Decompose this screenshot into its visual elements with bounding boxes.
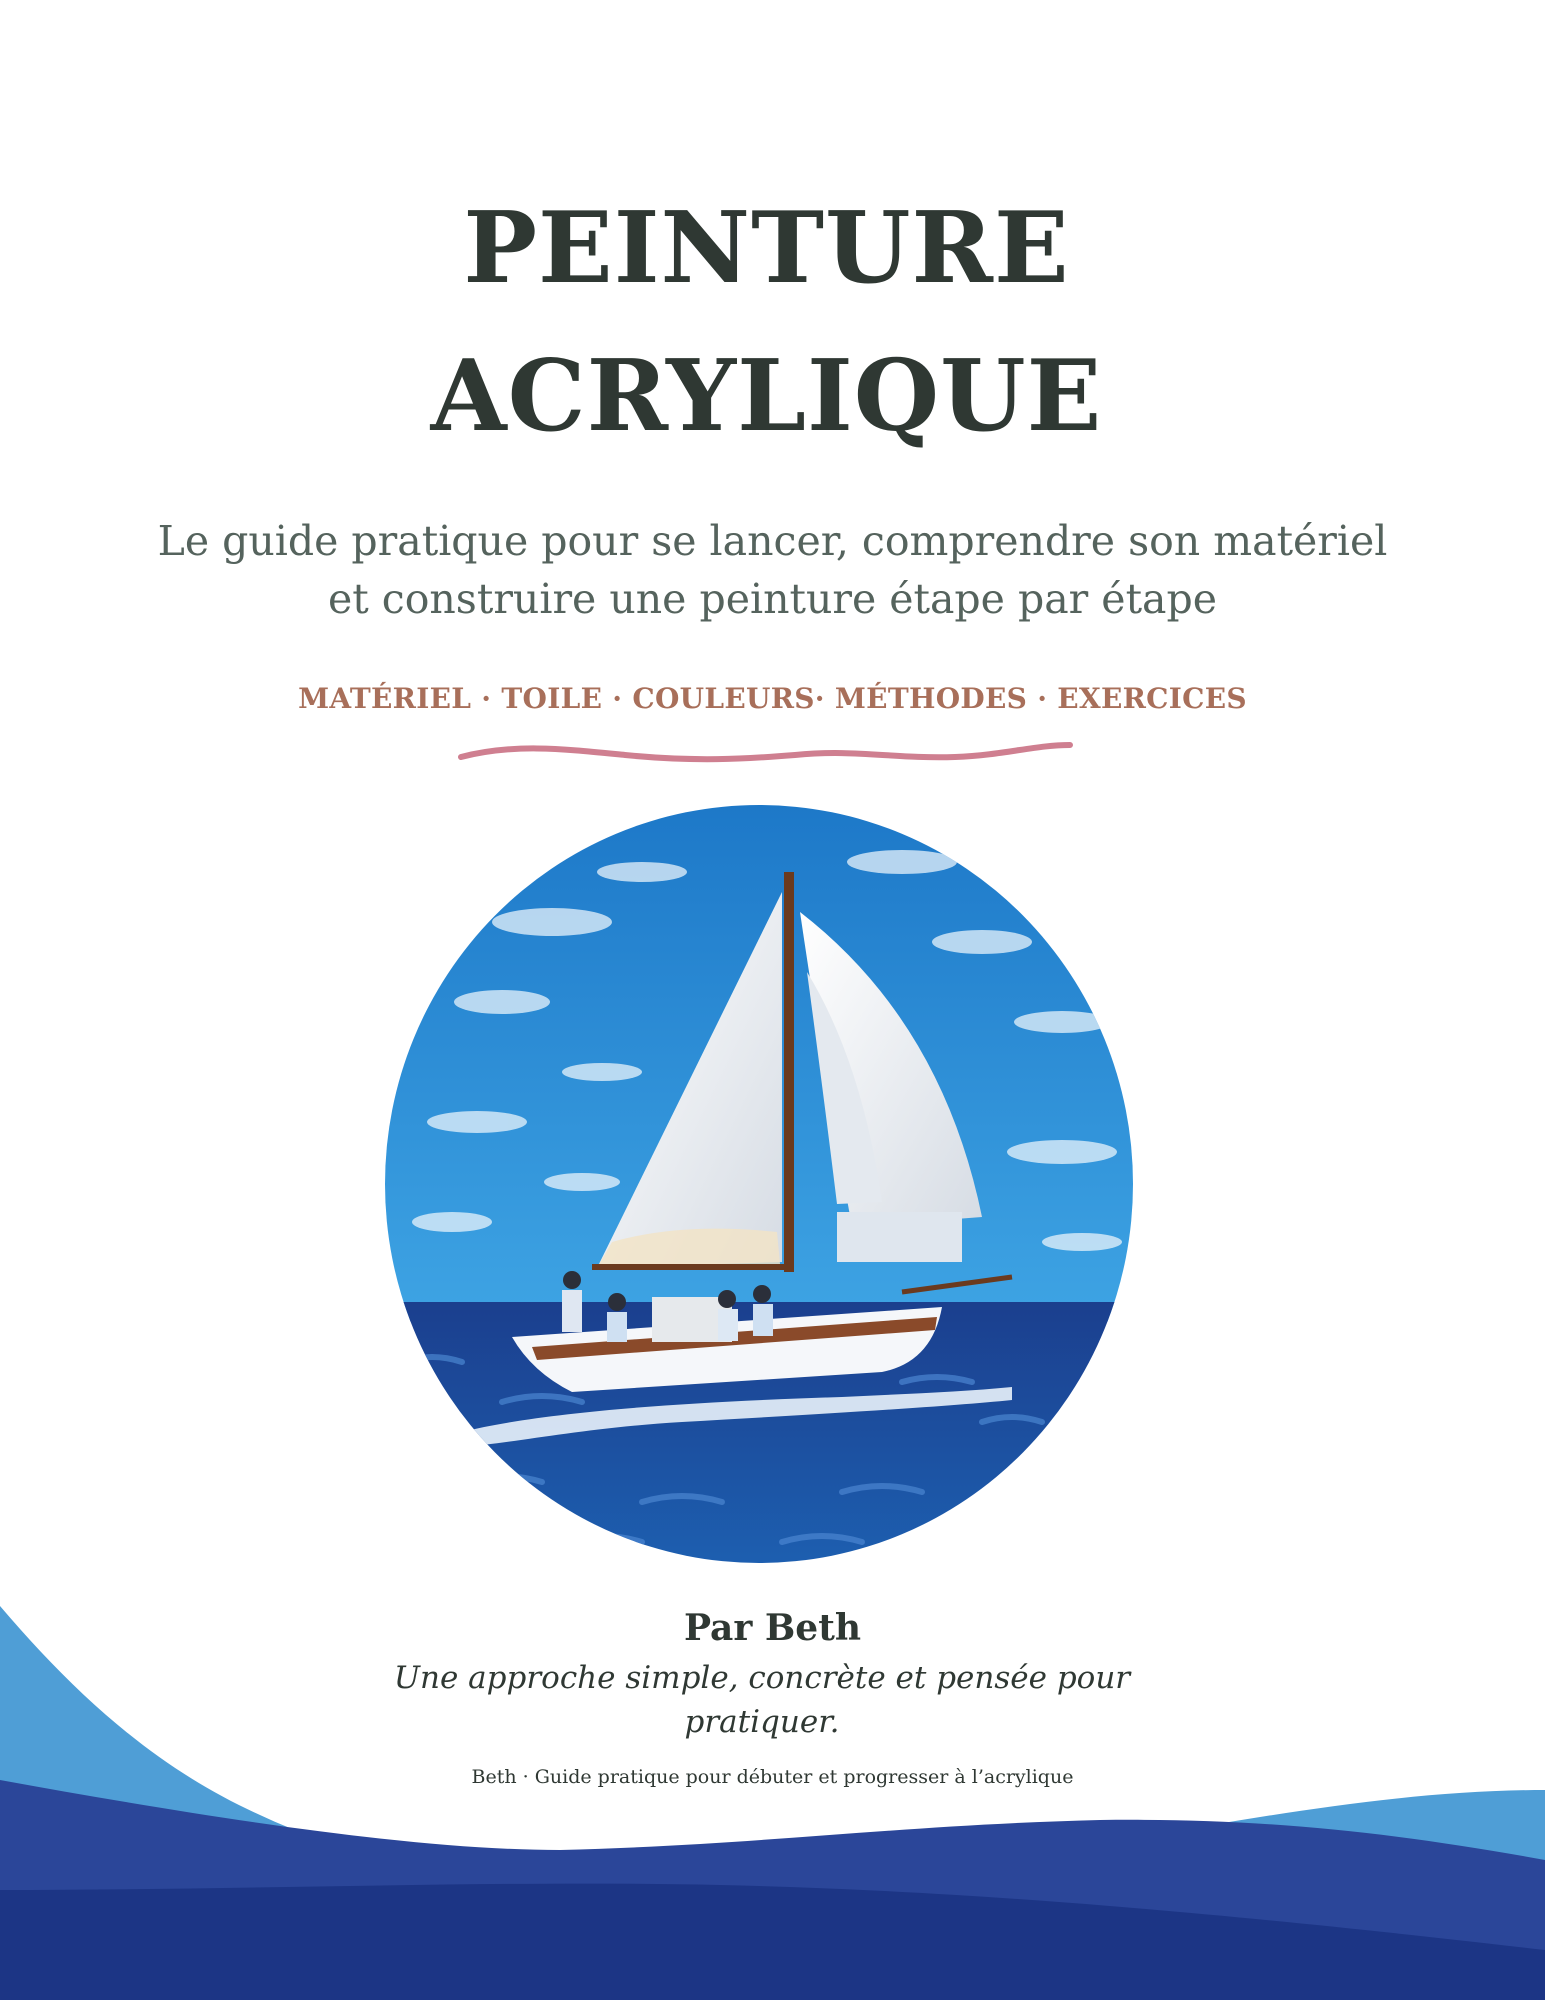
decorative-squiggle [455, 735, 1075, 775]
subtitle-line-1: Le guide pratique pour se lancer, comprendre son matériel [157, 517, 1388, 565]
subtitle [0, 512, 1545, 628]
subtitle-line-2: et construire une peinture étape par étape [327, 575, 1217, 623]
decorative-waves [0, 1590, 1545, 2000]
tagline: Une approche simple, concrète et pensée pour pratiquer. [393, 1660, 1131, 1740]
footer-note: Beth · Guide pratique pour débuter et progresser à l’acrylique [471, 1766, 1074, 1788]
author-byline: Par Beth [683, 1607, 862, 1649]
sailboat-painting [382, 802, 1136, 1566]
title-line-1: PEINTURE [463, 191, 1070, 306]
title-line-2: ACRYLIQUE [430, 339, 1103, 454]
topics-list: MATÉRIEL · TOILE · COULEURS· MÉTHODES · EXERCICES [298, 682, 1247, 715]
